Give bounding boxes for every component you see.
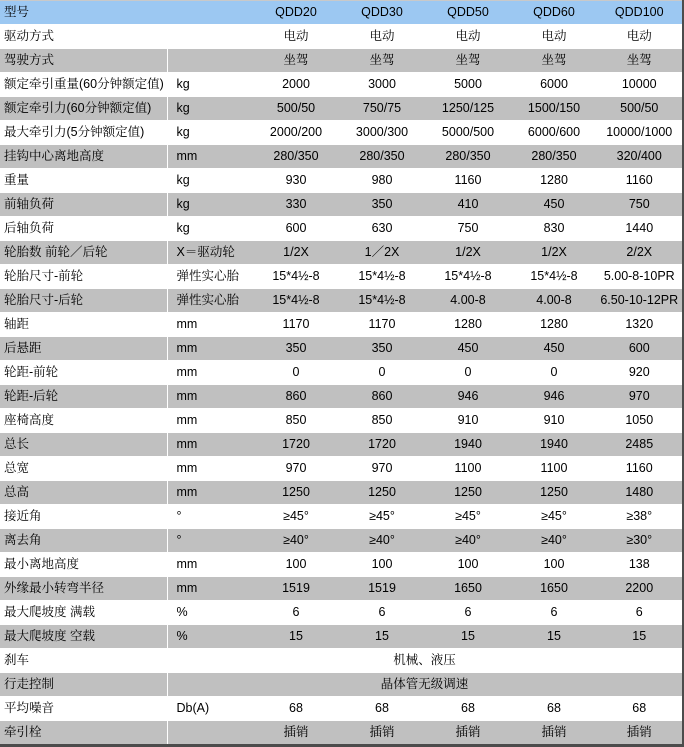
value-cell: 500/50: [597, 97, 683, 121]
value-cell: 280/350: [425, 145, 511, 169]
value-cell: 1720: [253, 433, 339, 457]
value-cell: 4.00-8: [511, 289, 597, 313]
value-cell: ≥38°: [597, 505, 683, 529]
column-header-model: QDD30: [339, 1, 425, 25]
row-label: 平均噪音: [0, 697, 167, 721]
row-label: 前轴负荷: [0, 193, 167, 217]
spec-row: [0, 529, 683, 553]
value-cell: ≥45°: [339, 505, 425, 529]
unit-cell: 弹性实心胎: [167, 265, 253, 289]
value-cell: 坐驾: [425, 49, 511, 73]
value-cell: 1170: [253, 313, 339, 337]
row-label: 最小离地高度: [0, 553, 167, 577]
value-cell: 350: [339, 193, 425, 217]
value-cell: 6.50-10-12PR: [597, 289, 683, 313]
value-cell: 插销: [425, 721, 511, 746]
unit-cell: °: [167, 529, 253, 553]
value-cell: 坐驾: [339, 49, 425, 73]
value-cell: 15: [425, 625, 511, 649]
spec-table-body: [0, 25, 683, 746]
value-cell: 0: [253, 361, 339, 385]
spec-row: [0, 505, 683, 529]
value-cell: 970: [597, 385, 683, 409]
spec-row: [0, 265, 683, 289]
value-cell: 6: [511, 601, 597, 625]
value-cell: 10000: [597, 73, 683, 97]
value-cell: 1720: [339, 433, 425, 457]
unit-cell: Db(A): [167, 697, 253, 721]
row-label: 轮胎尺寸-后轮: [0, 289, 167, 313]
value-cell: 1250: [339, 481, 425, 505]
row-label: 牵引栓: [0, 721, 167, 746]
row-label: 座椅高度: [0, 409, 167, 433]
spec-row: [0, 697, 683, 721]
value-cell: 920: [597, 361, 683, 385]
value-cell: 850: [339, 409, 425, 433]
merged-value-cell: 晶体管无级调速: [167, 673, 683, 697]
value-cell: 980: [339, 169, 425, 193]
unit-cell: kg: [167, 217, 253, 241]
value-cell: 410: [425, 193, 511, 217]
row-label: 最大牵引力(5分钟额定值): [0, 121, 167, 145]
value-cell: 3000: [339, 73, 425, 97]
value-cell: 100: [511, 553, 597, 577]
value-cell: 15: [597, 625, 683, 649]
row-label: 轮距-后轮: [0, 385, 167, 409]
row-label: 重量: [0, 169, 167, 193]
value-cell: 450: [511, 337, 597, 361]
value-cell: 2200: [597, 577, 683, 601]
value-cell: 1100: [511, 457, 597, 481]
unit-cell: %: [167, 625, 253, 649]
value-cell: 15*4½-8: [339, 289, 425, 313]
value-cell: ≥40°: [511, 529, 597, 553]
unit-cell: mm: [167, 361, 253, 385]
value-cell: 1050: [597, 409, 683, 433]
unit-cell: kg: [167, 193, 253, 217]
value-cell: 68: [425, 697, 511, 721]
value-cell: 1100: [425, 457, 511, 481]
value-cell: 750: [425, 217, 511, 241]
unit-cell: [167, 25, 253, 49]
value-cell: 15*4½-8: [511, 265, 597, 289]
value-cell: 1160: [597, 457, 683, 481]
unit-cell: kg: [167, 169, 253, 193]
spec-row: [0, 721, 683, 746]
value-cell: 1940: [425, 433, 511, 457]
unit-cell: mm: [167, 433, 253, 457]
value-cell: 500/50: [253, 97, 339, 121]
value-cell: 3000/300: [339, 121, 425, 145]
value-cell: 1250: [425, 481, 511, 505]
value-cell: 插销: [597, 721, 683, 746]
value-cell: 1／2X: [339, 241, 425, 265]
row-label: 额定牵引力(60分钟额定值): [0, 97, 167, 121]
model-header-label: 型号: [0, 1, 167, 25]
value-cell: 1250: [511, 481, 597, 505]
value-cell: 450: [511, 193, 597, 217]
row-label: 驾驶方式: [0, 49, 167, 73]
spec-row: [0, 409, 683, 433]
value-cell: 138: [597, 553, 683, 577]
value-cell: 6: [597, 601, 683, 625]
column-header-model: QDD60: [511, 1, 597, 25]
row-label: 轮距-前轮: [0, 361, 167, 385]
value-cell: 1280: [511, 169, 597, 193]
unit-cell: mm: [167, 577, 253, 601]
value-cell: 1/2X: [253, 241, 339, 265]
value-cell: 1/2X: [425, 241, 511, 265]
value-cell: 350: [339, 337, 425, 361]
unit-cell: kg: [167, 121, 253, 145]
value-cell: 946: [511, 385, 597, 409]
value-cell: 15*4½-8: [339, 265, 425, 289]
row-label: 挂钩中心离地高度: [0, 145, 167, 169]
row-label: 刹车: [0, 649, 167, 673]
row-label: 离去角: [0, 529, 167, 553]
unit-cell: mm: [167, 313, 253, 337]
value-cell: 68: [253, 697, 339, 721]
row-label: 后轴负荷: [0, 217, 167, 241]
value-cell: 1940: [511, 433, 597, 457]
value-cell: 350: [253, 337, 339, 361]
value-cell: 15*4½-8: [425, 265, 511, 289]
merged-value-cell: 机械、液压: [167, 649, 683, 673]
row-label: 行走控制: [0, 673, 167, 697]
row-label: 轮胎数 前轮／后轮: [0, 241, 167, 265]
spec-row: [0, 433, 683, 457]
value-cell: 860: [339, 385, 425, 409]
value-cell: 15: [253, 625, 339, 649]
value-cell: 970: [253, 457, 339, 481]
value-cell: 100: [253, 553, 339, 577]
value-cell: 630: [339, 217, 425, 241]
unit-cell: kg: [167, 97, 253, 121]
table-header-row: [0, 1, 683, 25]
value-cell: ≥40°: [253, 529, 339, 553]
value-cell: 2485: [597, 433, 683, 457]
value-cell: 1320: [597, 313, 683, 337]
spec-row: [0, 553, 683, 577]
column-header-model: QDD20: [253, 1, 339, 25]
value-cell: 2/2X: [597, 241, 683, 265]
value-cell: 860: [253, 385, 339, 409]
value-cell: 0: [511, 361, 597, 385]
spec-row: [0, 673, 683, 697]
row-label: 接近角: [0, 505, 167, 529]
spec-row: [0, 313, 683, 337]
spec-row: [0, 481, 683, 505]
value-cell: 280/350: [339, 145, 425, 169]
unit-cell: %: [167, 601, 253, 625]
unit-cell: mm: [167, 481, 253, 505]
unit-header-cell: [167, 1, 253, 25]
unit-cell: °: [167, 505, 253, 529]
unit-cell: [167, 49, 253, 73]
value-cell: 电动: [425, 25, 511, 49]
value-cell: ≥45°: [253, 505, 339, 529]
value-cell: 930: [253, 169, 339, 193]
spec-row: [0, 361, 683, 385]
value-cell: 电动: [511, 25, 597, 49]
value-cell: 2000: [253, 73, 339, 97]
unit-cell: [167, 721, 253, 746]
value-cell: 1519: [253, 577, 339, 601]
spec-row: [0, 241, 683, 265]
value-cell: 插销: [339, 721, 425, 746]
spec-row: [0, 337, 683, 361]
row-label: 最大爬坡度 空载: [0, 625, 167, 649]
value-cell: 450: [425, 337, 511, 361]
spec-row: [0, 49, 683, 73]
value-cell: 910: [511, 409, 597, 433]
value-cell: 330: [253, 193, 339, 217]
row-label: 后悬距: [0, 337, 167, 361]
unit-cell: mm: [167, 145, 253, 169]
value-cell: 10000/1000: [597, 121, 683, 145]
row-label: 轴距: [0, 313, 167, 337]
value-cell: 750/75: [339, 97, 425, 121]
value-cell: 4.00-8: [425, 289, 511, 313]
spec-row: [0, 73, 683, 97]
unit-cell: mm: [167, 553, 253, 577]
value-cell: 1650: [511, 577, 597, 601]
value-cell: 1650: [425, 577, 511, 601]
value-cell: 1/2X: [511, 241, 597, 265]
value-cell: 1250: [253, 481, 339, 505]
unit-cell: mm: [167, 409, 253, 433]
spec-row: [0, 457, 683, 481]
value-cell: 600: [253, 217, 339, 241]
value-cell: 6: [339, 601, 425, 625]
value-cell: 2000/200: [253, 121, 339, 145]
spec-row: [0, 217, 683, 241]
row-label: 额定牵引重量(60分钟额定值): [0, 73, 167, 97]
value-cell: 1280: [511, 313, 597, 337]
value-cell: 电动: [339, 25, 425, 49]
value-cell: 15*4½-8: [253, 289, 339, 313]
value-cell: 6: [425, 601, 511, 625]
value-cell: 5000: [425, 73, 511, 97]
value-cell: 750: [597, 193, 683, 217]
value-cell: 68: [511, 697, 597, 721]
value-cell: 600: [597, 337, 683, 361]
value-cell: 68: [339, 697, 425, 721]
spec-row: [0, 625, 683, 649]
value-cell: 1440: [597, 217, 683, 241]
value-cell: 1160: [597, 169, 683, 193]
spec-row: [0, 577, 683, 601]
value-cell: 1160: [425, 169, 511, 193]
value-cell: 6: [253, 601, 339, 625]
row-label: 驱动方式: [0, 25, 167, 49]
value-cell: 320/400: [597, 145, 683, 169]
value-cell: 1280: [425, 313, 511, 337]
column-header-model: QDD50: [425, 1, 511, 25]
row-label: 总宽: [0, 457, 167, 481]
value-cell: ≥45°: [511, 505, 597, 529]
value-cell: 1519: [339, 577, 425, 601]
value-cell: ≥40°: [425, 529, 511, 553]
value-cell: 15*4½-8: [253, 265, 339, 289]
value-cell: ≥40°: [339, 529, 425, 553]
spec-row: [0, 121, 683, 145]
row-label: 外缘最小转弯半径: [0, 577, 167, 601]
spec-row: [0, 289, 683, 313]
spec-row: [0, 25, 683, 49]
unit-cell: mm: [167, 385, 253, 409]
value-cell: 0: [339, 361, 425, 385]
value-cell: 850: [253, 409, 339, 433]
value-cell: 5000/500: [425, 121, 511, 145]
value-cell: 946: [425, 385, 511, 409]
value-cell: 830: [511, 217, 597, 241]
value-cell: 5.00-8-10PR: [597, 265, 683, 289]
value-cell: 970: [339, 457, 425, 481]
value-cell: 15: [339, 625, 425, 649]
value-cell: 电动: [253, 25, 339, 49]
value-cell: 100: [339, 553, 425, 577]
unit-cell: mm: [167, 337, 253, 361]
spec-row: [0, 97, 683, 121]
spec-row: [0, 385, 683, 409]
unit-cell: kg: [167, 73, 253, 97]
value-cell: 6000: [511, 73, 597, 97]
value-cell: 280/350: [511, 145, 597, 169]
row-label: 总长: [0, 433, 167, 457]
value-cell: 插销: [253, 721, 339, 746]
value-cell: 坐驾: [597, 49, 683, 73]
column-header-model: QDD100: [597, 1, 683, 25]
spec-row: [0, 601, 683, 625]
spec-row: [0, 169, 683, 193]
value-cell: 坐驾: [511, 49, 597, 73]
value-cell: 电动: [597, 25, 683, 49]
value-cell: ≥45°: [425, 505, 511, 529]
unit-cell: 弹性实心胎: [167, 289, 253, 313]
unit-cell: mm: [167, 457, 253, 481]
row-label: 总高: [0, 481, 167, 505]
spec-row: [0, 193, 683, 217]
value-cell: 6000/600: [511, 121, 597, 145]
row-label: 最大爬坡度 满载: [0, 601, 167, 625]
value-cell: 100: [425, 553, 511, 577]
value-cell: 1170: [339, 313, 425, 337]
value-cell: 坐驾: [253, 49, 339, 73]
spec-row: [0, 649, 683, 673]
value-cell: 15: [511, 625, 597, 649]
spec-row: [0, 145, 683, 169]
unit-cell: X＝驱动轮: [167, 241, 253, 265]
value-cell: 280/350: [253, 145, 339, 169]
value-cell: ≥30°: [597, 529, 683, 553]
value-cell: 68: [597, 697, 683, 721]
value-cell: 1250/125: [425, 97, 511, 121]
row-label: 轮胎尺寸-前轮: [0, 265, 167, 289]
value-cell: 1500/150: [511, 97, 597, 121]
value-cell: 910: [425, 409, 511, 433]
value-cell: 1480: [597, 481, 683, 505]
value-cell: 0: [425, 361, 511, 385]
value-cell: 插销: [511, 721, 597, 746]
